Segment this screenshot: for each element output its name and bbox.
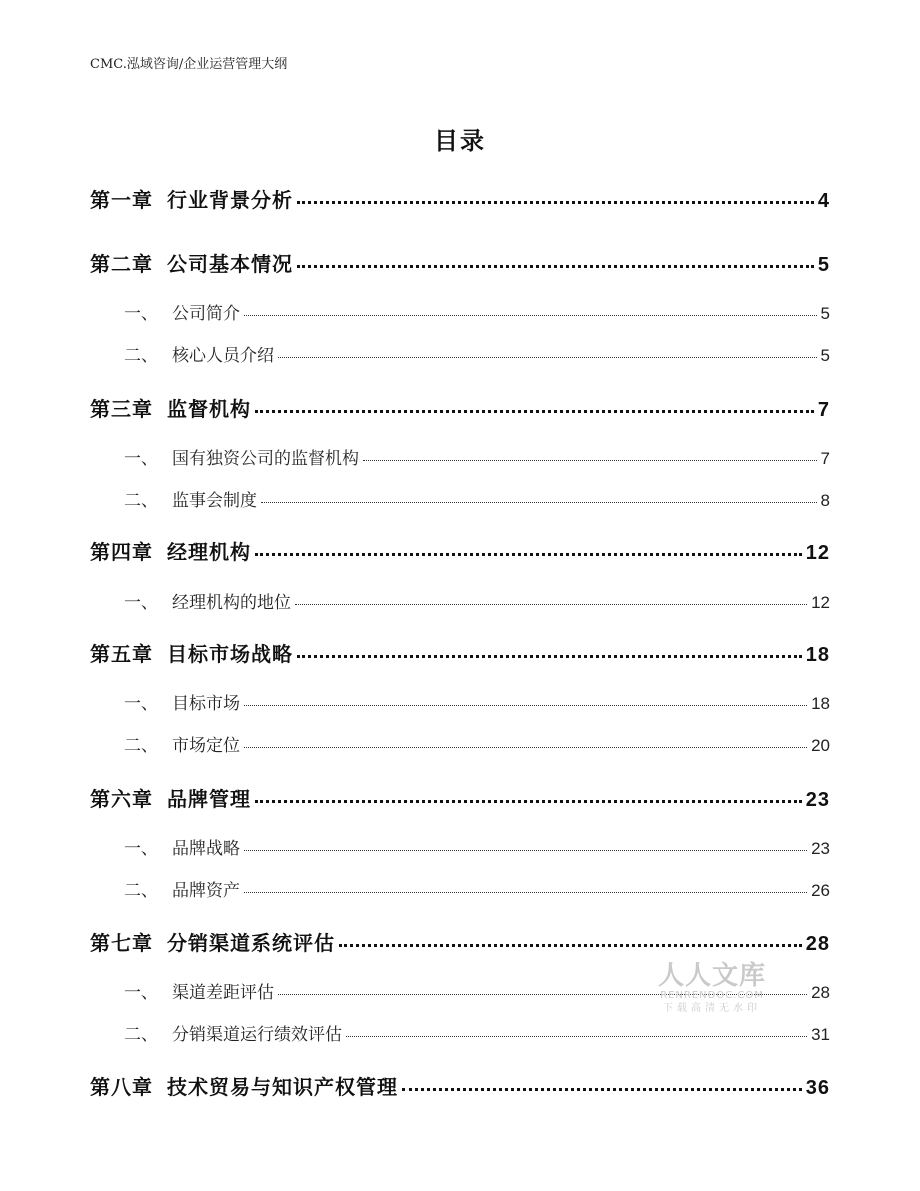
- toc-page-number: 7: [817, 399, 830, 421]
- toc-page-number: 36: [805, 1077, 830, 1099]
- toc-entry-number: 一、: [124, 694, 158, 714]
- toc-entry-label: [124, 486, 257, 511]
- toc-page-number: 4: [817, 190, 830, 212]
- toc-page-number: 28: [811, 983, 830, 1002]
- toc-entry-title: 国有独资公司的监督机构: [172, 449, 359, 469]
- toc-entry-title: 技术贸易与知识产权管理: [167, 1075, 398, 1099]
- toc-entry-title: 公司基本情况: [167, 252, 293, 276]
- toc-dot-leader: [244, 850, 807, 851]
- toc-page-number: 23: [805, 789, 830, 811]
- toc-entry-title: 分销渠道运行绩效评估: [172, 1025, 342, 1045]
- watermark-tagline: 下载高清无水印: [663, 1003, 761, 1014]
- toc-section-entry[interactable]: [90, 876, 830, 901]
- toc-entry-label: [124, 978, 274, 1003]
- toc-section-entry[interactable]: [90, 341, 830, 366]
- toc-dot-leader: [297, 655, 802, 658]
- toc-entry-number: 第八章: [90, 1075, 153, 1099]
- toc-page-number: 8: [820, 491, 830, 510]
- toc-entry-label: [124, 876, 240, 901]
- toc-chapter-entry[interactable]: [90, 638, 830, 667]
- toc-page-number: 26: [811, 881, 830, 900]
- toc-entry-number: 二、: [124, 491, 158, 511]
- toc-entry-label: [90, 248, 293, 277]
- toc-entry-title: 品牌管理: [167, 787, 251, 811]
- toc-entry-number: 一、: [124, 304, 158, 324]
- toc-entry-title: 监督机构: [167, 397, 251, 421]
- watermark-site: RENRENDOC.COM: [660, 990, 764, 1001]
- toc-entry-label: [90, 184, 293, 213]
- toc-entry-label: [124, 731, 240, 756]
- toc-dot-leader: [255, 800, 802, 803]
- toc-entry-title: 渠道差距评估: [172, 983, 274, 1003]
- toc-page-number: 5: [820, 304, 830, 323]
- toc-entry-label: [124, 834, 240, 859]
- toc-section-entry[interactable]: [90, 444, 830, 469]
- toc-dot-leader: [278, 357, 817, 358]
- toc-entry-number: 第六章: [90, 787, 153, 811]
- toc-entry-title: 公司简介: [172, 304, 240, 324]
- toc-entry-title: 目标市场战略: [167, 642, 293, 666]
- toc-entry-title: 核心人员介绍: [172, 346, 274, 366]
- toc-page-number: 12: [805, 542, 830, 564]
- toc-dot-leader: [244, 315, 817, 316]
- toc-entry-title: 品牌资产: [172, 881, 240, 901]
- toc-title: 目录: [434, 127, 486, 155]
- toc-dot-leader: [297, 201, 814, 204]
- toc-entry-title: 经理机构的地位: [172, 593, 291, 613]
- toc-chapter-entry[interactable]: [90, 393, 830, 422]
- toc-entry-title: 监事会制度: [172, 491, 257, 511]
- toc-page-number: 5: [820, 346, 830, 365]
- toc-section-entry[interactable]: [90, 486, 830, 511]
- toc-entry-number: 第二章: [90, 252, 153, 276]
- toc-chapter-entry[interactable]: [90, 184, 830, 213]
- toc-dot-leader: [339, 944, 802, 947]
- toc-entry-number: 二、: [124, 1025, 158, 1045]
- toc-entry-label: [124, 588, 291, 613]
- page-header: CMC.泓域咨询/企业运营管理大纲: [90, 57, 288, 72]
- toc-entry-label: [90, 393, 251, 422]
- toc-page-number: 5: [817, 254, 830, 276]
- toc-entry-label: [90, 927, 335, 956]
- toc-section-entry[interactable]: [90, 1020, 830, 1045]
- toc-entry-number: 第一章: [90, 188, 153, 212]
- toc-entry-label: [124, 1020, 342, 1045]
- toc-dot-leader: [363, 460, 817, 461]
- toc-page-number: 23: [811, 839, 830, 858]
- toc-page-number: 31: [811, 1025, 830, 1044]
- toc-entry-label: [90, 536, 251, 565]
- watermark: [647, 962, 777, 1016]
- toc-entry-number: 二、: [124, 881, 158, 901]
- toc-page-number: 18: [805, 644, 830, 666]
- toc-entry-number: 一、: [124, 449, 158, 469]
- toc-page-number: 28: [805, 933, 830, 955]
- toc-entry-number: 第五章: [90, 642, 153, 666]
- toc-dot-leader: [297, 265, 814, 268]
- toc-entry-number: 一、: [124, 983, 158, 1003]
- toc-entry-number: 第四章: [90, 540, 153, 564]
- toc-dot-leader: [295, 604, 807, 605]
- toc-chapter-entry[interactable]: [90, 783, 830, 812]
- toc-dot-leader: [261, 502, 817, 503]
- toc-chapter-entry[interactable]: [90, 1071, 830, 1100]
- toc-entry-number: 一、: [124, 593, 158, 613]
- toc-section-entry[interactable]: [90, 588, 830, 613]
- toc-section-entry[interactable]: [90, 689, 830, 714]
- toc-dot-leader: [255, 553, 802, 556]
- toc-entry-label: [90, 1071, 398, 1100]
- toc-dot-leader: [244, 705, 807, 706]
- toc-chapter-entry[interactable]: [90, 536, 830, 565]
- toc-entry-label: [124, 299, 240, 324]
- toc-entry-label: [90, 638, 293, 667]
- toc-entry-label: [90, 783, 251, 812]
- toc-entry-number: 第七章: [90, 931, 153, 955]
- toc-chapter-entry[interactable]: [90, 927, 830, 956]
- toc-entry-title: 市场定位: [172, 736, 240, 756]
- toc-page-number: 12: [811, 593, 830, 612]
- toc-entry-title: 行业背景分析: [167, 188, 293, 212]
- toc-entry-label: [124, 341, 274, 366]
- toc-section-entry[interactable]: [90, 299, 830, 324]
- toc-entry-number: 第三章: [90, 397, 153, 421]
- toc-page-number: 18: [811, 694, 830, 713]
- toc-page-number: 20: [811, 736, 830, 755]
- toc-entry-title: 目标市场: [172, 694, 240, 714]
- toc-entry-label: [124, 444, 359, 469]
- toc-chapter-entry[interactable]: [90, 248, 830, 277]
- toc-entry-label: [124, 689, 240, 714]
- toc-dot-leader: [255, 410, 814, 413]
- toc-entry-number: 一、: [124, 839, 158, 859]
- toc-dot-leader: [346, 1036, 807, 1037]
- toc-page-number: 7: [820, 449, 830, 468]
- toc-entry-title: 经理机构: [167, 540, 251, 564]
- toc-entry-title: 分销渠道系统评估: [167, 931, 335, 955]
- toc-entry-number: 二、: [124, 736, 158, 756]
- toc-entry-number: 二、: [124, 346, 158, 366]
- watermark-logo-text: 人人文库: [657, 961, 766, 991]
- toc-dot-leader: [244, 892, 807, 893]
- toc-dot-leader: [402, 1088, 802, 1091]
- toc-section-entry[interactable]: [90, 731, 830, 756]
- toc-entry-title: 品牌战略: [172, 839, 240, 859]
- toc-dot-leader: [244, 747, 807, 748]
- toc-section-entry[interactable]: [90, 834, 830, 859]
